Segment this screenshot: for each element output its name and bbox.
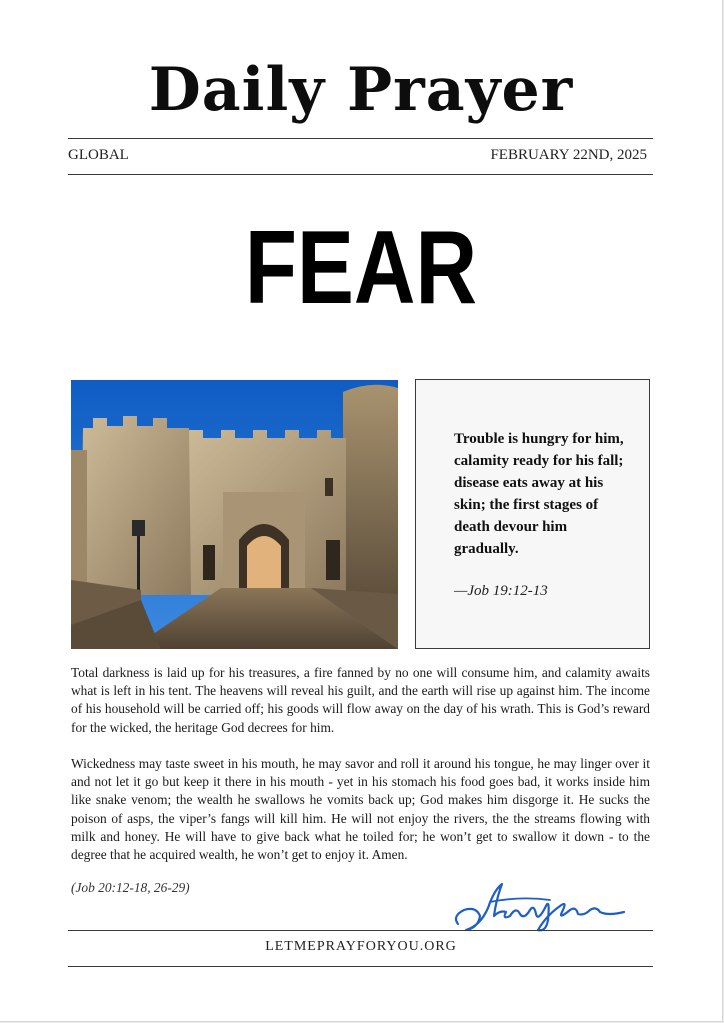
region-label: GLOBAL (68, 147, 129, 163)
body-paragraph-2: Wickedness may taste sweet in his mouth, he may savor and roll it around his tongue, he may linger over it and not let it go but keep it there in his mouth - yet in his stomach his food goes bad, it works inside him like snake venom; the wealth he swallows he vomits back up; God makes him disgorge it. He sucks the poison of asps, the viper’s fangs will kill him. He will not enjoy the rivers, the the streams flowing with milk and honey. He will have to give back what he toiled for; he won’t get to swallow it down - to the degree that he acquired wealth, he won’t get to enjoy it. Amen. (71, 756, 650, 863)
footer-website-link[interactable]: LETMEPRAYFORYOU.ORG (265, 939, 457, 954)
castle-photo (71, 380, 398, 649)
quote-reference: —Job 19:12-13 (454, 583, 548, 599)
scripture-quote-box (415, 379, 650, 649)
date-label: FEBRUARY 22ND, 2025 (490, 147, 647, 163)
signature-icon (450, 876, 630, 936)
scripture-citation: (Job 20:12-18, 26-29) (71, 880, 190, 895)
masthead-top-rule (68, 138, 653, 139)
quote-text: Trouble is hungry for him, calamity ready for his fall; disease eats away at his skin; the first stages of death devour him gradually. (454, 431, 624, 557)
masthead-title: Daily Prayer (148, 55, 574, 125)
body-paragraph-1: Total darkness is laid up for his treasures, a fire fanned by no one will consume him, and calamity awaits what is left in his tent. The heavens will reveal his guilt, and the earth will rise up against him. The income of his household will be carried off; his goods will flow away on the day of his wrath. This is God’s reward for the wicked, the heritage God decrees for him. (71, 665, 650, 735)
footer-bottom-rule (68, 966, 653, 967)
masthead-bottom-rule (68, 174, 653, 175)
footer-top-rule (68, 930, 653, 931)
headline: FEAR (244, 210, 478, 326)
